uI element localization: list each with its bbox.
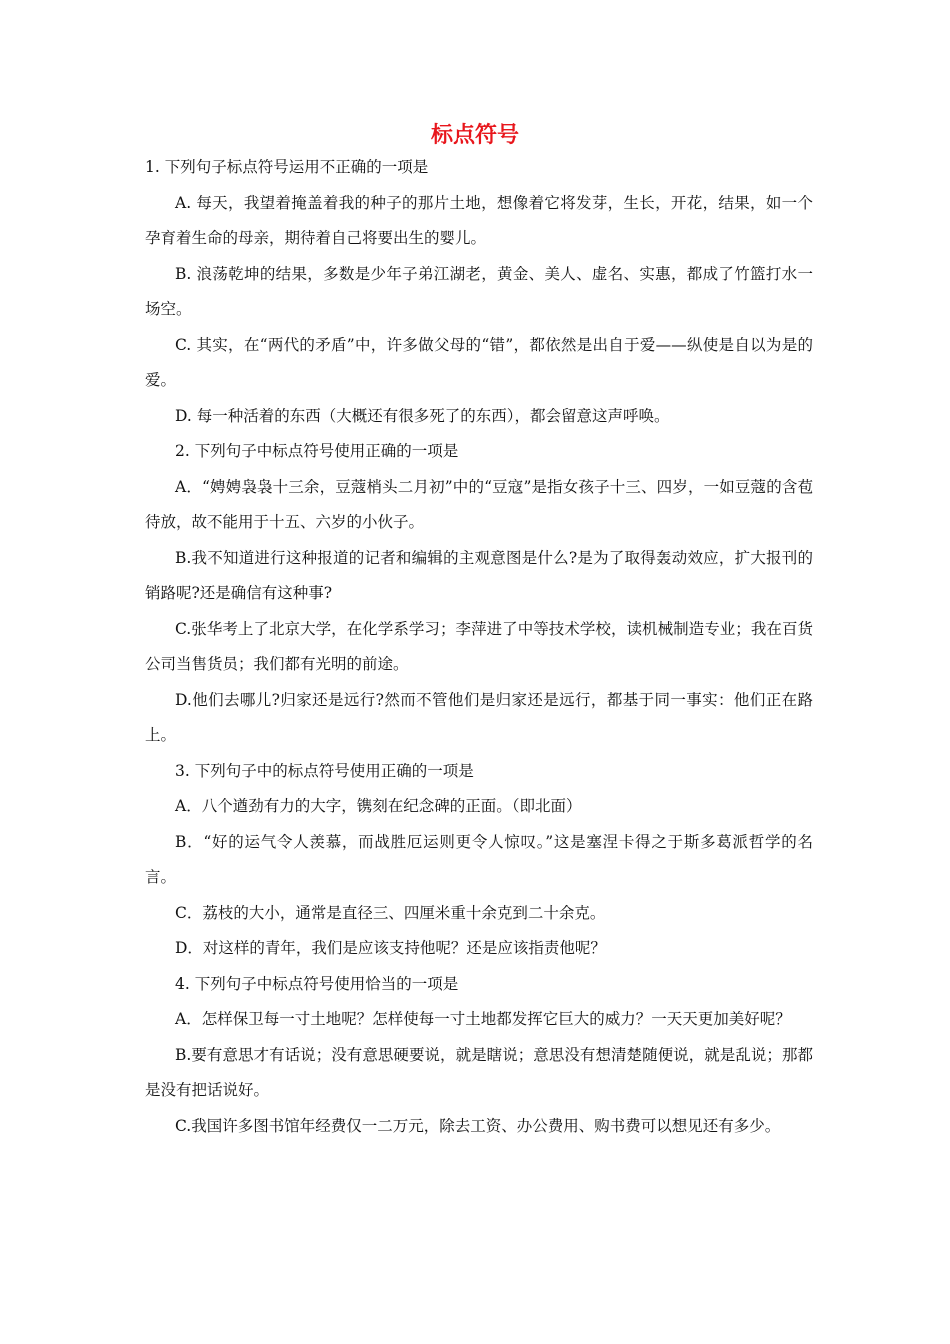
document-body bbox=[145, 150, 813, 1144]
question-3-option-b: B．“好的运气令人羡慕，而战胜厄运则更令人惊叹。”这是塞涅卡得之于斯多葛派哲学的名言。 bbox=[145, 832, 813, 886]
question-2-option-a: A．“娉娉袅袅十三余，豆蔻梢头二月初”中的“豆寇”是指女孩子十三、四岁，一如豆蔻的含苞待放，故不能用于十五、六岁的小伙子。 bbox=[145, 477, 813, 531]
question-1-option-a: A. 每天，我望着掩盖着我的种子的那片土地，想像着它将发芽，生长，开花，结果，如一个孕育着生命的母亲，期待着自己将要出生的婴儿。 bbox=[145, 193, 813, 247]
question-1-stem: 1. 下列句子标点符号运用不正确的一项是 bbox=[145, 158, 429, 176]
question-1-option-d: D. 每一种活着的东西（大概还有很多死了的东西），都会留意这声呼唤。 bbox=[175, 406, 670, 425]
question-3-stem: 3. 下列句子中的标点符号使用正确的一项是 bbox=[175, 761, 474, 780]
question-4-option-b: B.要有意思才有话说；没有意思硬要说，就是瞎说；意思没有想清楚随便说，就是乱说；那都是没有把话说好。 bbox=[145, 1045, 813, 1099]
page-title: 标点符号 bbox=[430, 123, 519, 148]
question-3-option-d: D．对这样的青年，我们是应该支持他呢？还是应该指责他呢？ bbox=[175, 939, 606, 957]
question-4-option-c: C.我国许多图书馆年经费仅一二万元，除去工资、办公费用、购书费可以想见还有多少。 bbox=[175, 1116, 781, 1135]
question-1-option-c: C. 其实，在“两代的矛盾”中，许多做父母的“错”，都依然是出自于爱——纵使是自以为是的爱。 bbox=[145, 335, 813, 389]
question-2-stem: 2. 下列句子中标点符号使用正确的一项是 bbox=[175, 442, 459, 460]
question-2-option-d: D.他们去哪儿?归家还是远行?然而不管他们是归家还是远行，都基于同一事实：他们正在路上。 bbox=[145, 690, 813, 744]
question-2-option-b: B.我不知道进行这种报道的记者和编辑的主观意图是什么?是为了取得轰动效应，扩大报刊的销路呢?还是确信有这种事? bbox=[145, 548, 813, 602]
question-4-stem: 4. 下列句子中标点符号使用恰当的一项是 bbox=[175, 974, 459, 993]
question-4-option-a: A．怎样保卫每一寸土地呢？怎样使每一寸土地都发挥它巨大的威力？一天天更加美好呢？ bbox=[175, 1010, 791, 1028]
question-3-option-a: A．八个遒劲有力的大字，镌刻在纪念碑的正面。（即北面） bbox=[175, 797, 582, 815]
question-2-option-c: C.张华考上了北京大学，在化学系学习；李萍进了中等技术学校，读机械制造专业；我在百货公司当售货员；我们都有光明的前途。 bbox=[145, 619, 813, 673]
question-1-option-b: B. 浪荡乾坤的结果，多数是少年子弟江湖老，黄金、美人、虚名、实惠，都成了竹篮打水一场空。 bbox=[145, 264, 813, 318]
question-3-option-c: C．荔枝的大小，通常是直径三、四厘米重十余克到二十余克。 bbox=[175, 903, 606, 922]
